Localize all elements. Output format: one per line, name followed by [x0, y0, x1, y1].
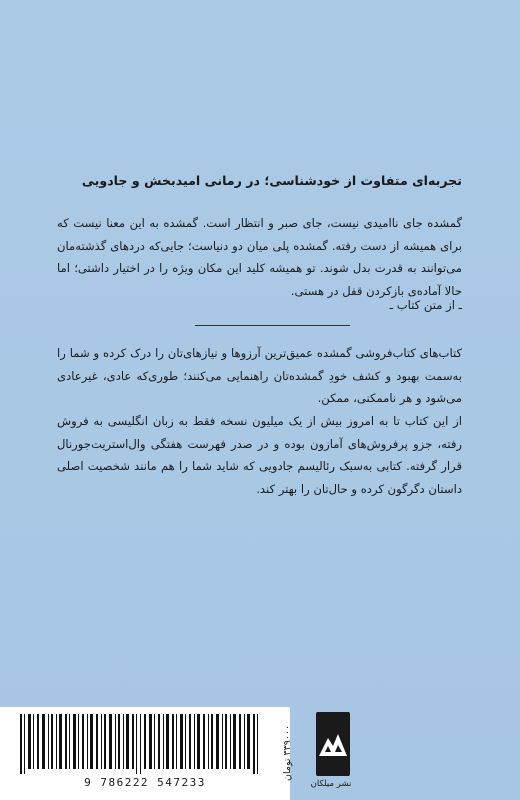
price-label: ۳۳۹۰۰۰ تومان: [282, 724, 293, 782]
book-quote: گمشده جای ناامیدی نیست، جای صبر و انتظار است. گمشده به این معنا نیست که برای همیشه از دست رفته. گمشده پلی میان دو دنیاست؛ جایی‌که دردهای گذشته‌مان می‌توانند به قدرت بدل شوند. تو همیشه کلید این مکان ویژه را در اختیار داشتی؛ اما حالا آماده‌ی بازکردن قفل در هستی.: [57, 216, 462, 298]
description-paragraph-2: از این کتاب تا به امروز بیش از یک میلیون نسخه فقط به زبان انگلیسی به فروش رفته، جزو پرفروش‌های آمازون بوده و در صدر فهرست هفتگی وال‌استریت‌جورنال قرار گرفته. کتابی به‌سبک رئالیسم جادویی که شاید شما را هم مانند شخصیت اصلی داستان دگرگون کرده و حال‌تان را بهتر کند.: [57, 414, 462, 496]
publisher-name: نشر میلکان: [310, 779, 352, 789]
barcode-number: 9 786222 547233: [84, 776, 206, 789]
tagline: تجربه‌ای متفاوت از خودشناسی؛ در رمانی امیدبخش و جادویی: [81, 173, 462, 188]
mountains-logo-icon: [316, 712, 350, 776]
quote-attribution: ـ از متن کتاب ـ: [389, 298, 462, 312]
divider: [195, 325, 350, 326]
description-paragraph-1: کتاب‌های کتاب‌فروشی گمشده عمیق‌ترین آرزوها و نیازهای‌تان را درک کرده و شما را به‌سمت بهبود و کشف خودِ گمشده‌تان راهنمایی می‌کنند؛ طوری‌که عادی، غیرعادی می‌شود و هر ناممکنی، ممکن.: [57, 346, 462, 406]
barcode-icon: [20, 714, 275, 774]
